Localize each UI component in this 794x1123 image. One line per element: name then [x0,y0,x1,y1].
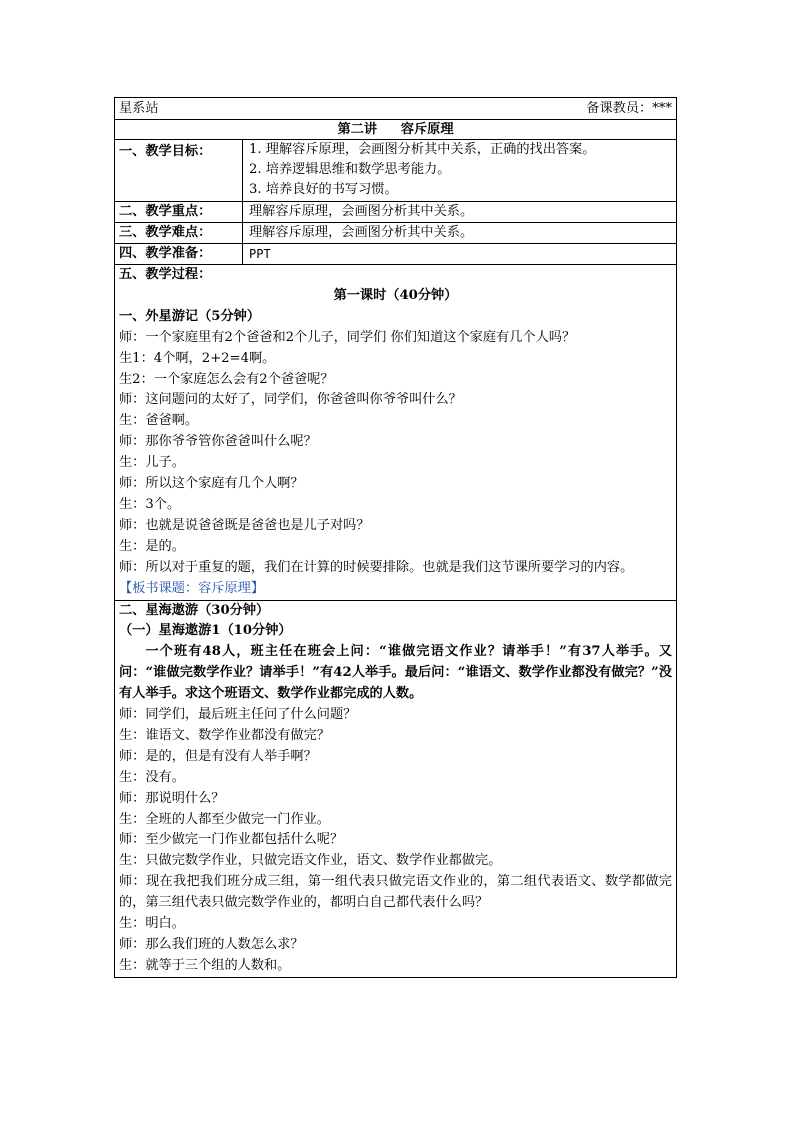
dialogue-line: 师：也就是说爸爸既是爸爸也是儿子对吗？ [119,517,370,533]
section2-block [115,601,676,977]
dialogue-line: 生：没有。 [119,769,185,785]
dialogue-line: 生：3个。 [119,496,181,512]
goal-item: 2. 培养逻辑思维和数学思考能力。 [249,162,451,177]
dialogue-line: 生：儿子。 [119,455,185,471]
goal-item: 3. 培养良好的书写习惯。 [249,182,398,197]
goal-item: 1. 理解容斥原理，会画图分析其中关系，正确的找出答案。 [249,142,596,157]
dialogue-line: 生：只做完数学作业，只做完语文作业，语文、数学作业都做完。 [119,853,502,869]
goals-row [115,140,676,202]
section1-title: 一、外星游记（5分钟） [119,308,261,324]
dialogue-line: 师：那么我们班的人数怎么求？ [119,937,304,952]
dialogue-line: 生1：4个啊，2+2=4啊。 [119,350,276,366]
teacher-label: 备课教员：*** [586,101,672,116]
section2-subtitle: （一）星海遨游1（10分钟） [119,623,292,639]
key-points-row [115,202,676,223]
goals-label: 一、教学目标： [115,140,243,201]
dialogue-line: 生：是的。 [119,538,185,554]
dialogue-line: 生：谁语文、数学作业都没有做完？ [119,727,330,743]
dialogue-line: 生：就等于三个组的人数和。 [119,957,291,973]
dialogue-line: 生：爸爸啊。 [119,413,199,429]
dialogue-line: 师：所以这个家庭有几个人啊？ [119,476,304,492]
dialogue-line: 师：现在我把我们班分成三组，第一组代表只做完语文作业的，第二组代表语文、数学都做完的，第三组代表只做完数学作业的，都明白自己都代表什么吗？ [119,874,672,911]
dialogue-line: 师：一个家庭里有2个爸爸和2个儿子，同学们 你们知道这个家庭有几个人吗？ [119,329,576,345]
difficulties-label: 三、教学难点： [115,223,243,243]
dialogue-line: 师：那说明什么？ [119,790,225,806]
key-points-label: 二、教学重点： [115,202,243,222]
dialogue-line: 生：明白。 [119,916,185,932]
dialogue-line: 师：所以对于重复的题，我们在计算的时候要排除。也就是我们这节课所要学习的内容。 [119,559,634,575]
process-block [115,265,676,601]
preparation-row [115,244,676,265]
dialogue-line: 生：全班的人都至少做完一门作业。 [119,811,330,827]
dialogue-line: 生2：一个家庭怎么会有2个爸爸呢？ [119,371,334,387]
preparation-label: 四、教学准备： [115,244,243,264]
difficulties-value: 理解容斥原理，会画图分析其中关系。 [249,225,474,240]
lesson-plan-table [114,97,677,978]
preparation-value: PPT [249,247,271,261]
station-name: 星系站 [119,101,159,116]
board-note: 【板书课题：容斥原理】 [119,580,265,596]
header-row [115,98,676,120]
section2-title: 二、星海遨游（30分钟） [119,602,270,618]
key-points-value: 理解容斥原理，会画图分析其中关系。 [249,204,474,219]
process-label: 五、教学过程： [119,267,212,282]
difficulties-row [115,223,676,244]
page-title: 第二讲 容斥原理 [115,120,676,140]
lesson-title: 第一课时（40分钟） [333,287,458,303]
dialogue-line: 师：至少做完一门作业都包括什么呢？ [119,832,344,848]
dialogue-line: 师：同学们，最后班主任问了什么问题？ [119,707,357,723]
problem-text: 一个班有48人，班主任在班会上问：“谁做完语文作业？请举手！”有37人举手。又问：“谁做完数学作业？请举手！”有42人举手。最后问：“谁语文、数学作业都没有做完？”没有人举手。求这个班语文、数学作业都完成的人数。 [119,644,672,702]
goals-list [243,140,676,201]
dialogue-line: 师：那你爷爷管你爸爸叫什么呢？ [119,434,317,450]
dialogue-line: 师：这问题问的太好了，同学们，你爸爸叫你爷爷叫什么？ [119,392,462,408]
dialogue-line: 师：是的，但是有没有人举手啊？ [119,748,317,764]
